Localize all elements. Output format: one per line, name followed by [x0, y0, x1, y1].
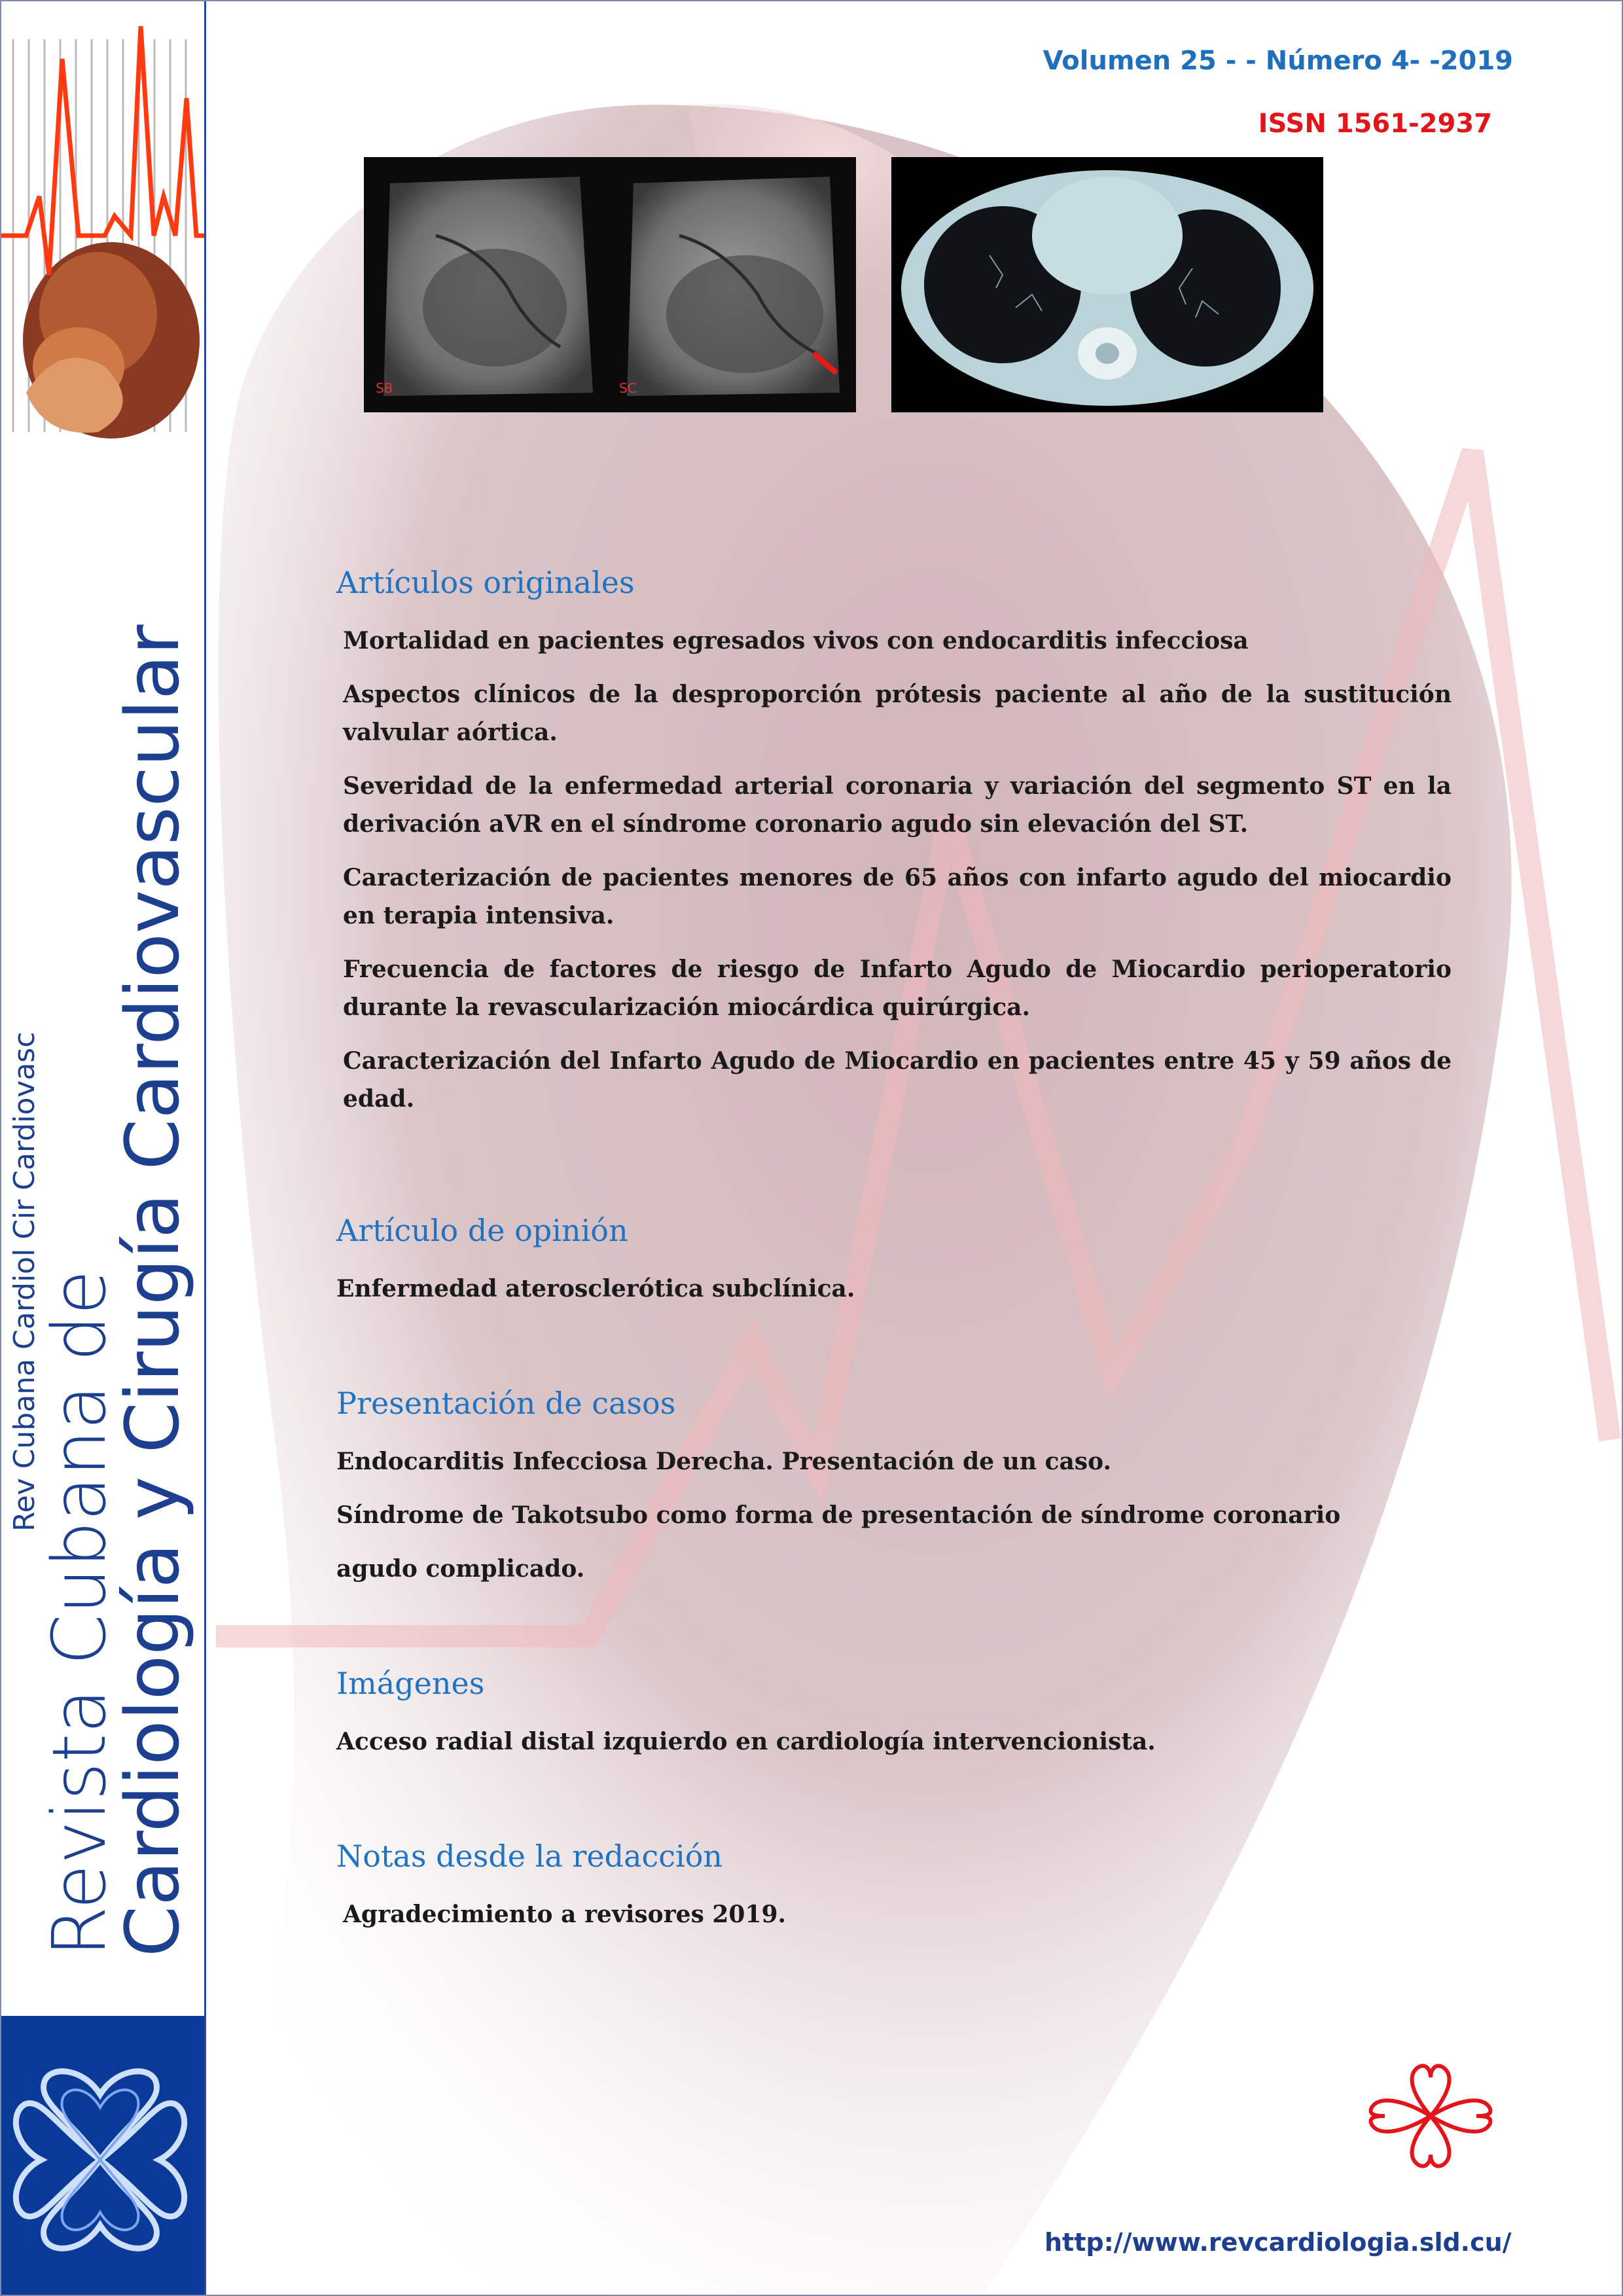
heart-ecg-illustration [0, 0, 204, 445]
article-link[interactable]: Caracterización del Infarto Agudo de Miocardio en pacientes entre 45 y 59 años de edad. [343, 1047, 1452, 1113]
angiography-image-right [607, 157, 856, 412]
sidebar-title-block [0, 452, 204, 1957]
article-link[interactable]: Síndrome de Takotsubo como forma de presentación de síndrome coronario [336, 1501, 1341, 1529]
article-link[interactable]: agudo complicado. [336, 1555, 585, 1583]
article-link[interactable]: Endocarditis Infecciosa Derecha. Presentación de un caso. [336, 1448, 1111, 1475]
section-notas-redaccion [336, 1837, 1452, 1933]
society-cross-logo-icon [1366, 2062, 1495, 2170]
section-articulos-originales [336, 563, 1452, 1118]
article-link[interactable]: Severidad de la enfermedad arterial coronaria y variación del segmento ST en la derivación aVR en el síndrome coronario agudo sin elevación del ST. [343, 772, 1452, 838]
angio-label-right: SC [619, 380, 637, 396]
journal-abbreviation: Rev Cubana Cardiol Cir Cardiovasc [8, 1031, 41, 1532]
article-link[interactable]: Enfermedad aterosclerótica subclínica. [336, 1275, 855, 1302]
journal-title-line1: Revista Cubana de [37, 1270, 122, 1957]
journal-url-link[interactable]: http://www.revcardiologia.sld.cu/ [1044, 2228, 1512, 2257]
volume-issue-label: Volumen 25 - - Número 4- -2019 [1043, 46, 1513, 76]
section-title: Presentación de casos [336, 1386, 676, 1421]
issn-label: ISSN 1561-2937 [1258, 109, 1492, 139]
article-link[interactable]: Caracterización de pacientes menores de 65 años con infarto agudo del miocardio en terapia intensiva. [343, 864, 1452, 929]
sidebar-band [0, 0, 206, 2296]
journal-title-line2: Cardiología y Cirugía Cardiovascular [111, 624, 196, 1957]
society-logo-icon [12, 2062, 188, 2258]
angiography-image-left [364, 157, 607, 412]
angio-label-left: SB [376, 380, 393, 396]
article-link[interactable]: Aspectos clínicos de la desproporción prótesis paciente al año de la sustitución valvular aórtica. [343, 681, 1452, 746]
article-link[interactable]: Acceso radial distal izquierdo en cardiología intervencionista. [336, 1728, 1156, 1755]
article-link[interactable]: Frecuencia de factores de riesgo de Infarto Agudo de Miocardio perioperatorio durante la revascularización miocárdica quirúrgica. [343, 956, 1452, 1021]
section-articulo-opinion [336, 1211, 1452, 1308]
section-presentacion-casos [336, 1384, 1452, 1588]
article-link[interactable]: Agradecimiento a revisores 2019. [343, 1901, 787, 1928]
article-link[interactable]: Mortalidad en pacientes egresados vivos con endocarditis infecciosa [343, 627, 1249, 655]
section-title: Artículo de opinión [336, 1213, 628, 1248]
section-title: Notas desde la redacción [336, 1839, 723, 1874]
table-of-contents [336, 563, 1452, 1949]
section-title: Imágenes [336, 1666, 485, 1701]
ct-scan-image [891, 157, 1323, 412]
section-imagenes [336, 1664, 1452, 1761]
section-title: Artículos originales [336, 565, 635, 600]
